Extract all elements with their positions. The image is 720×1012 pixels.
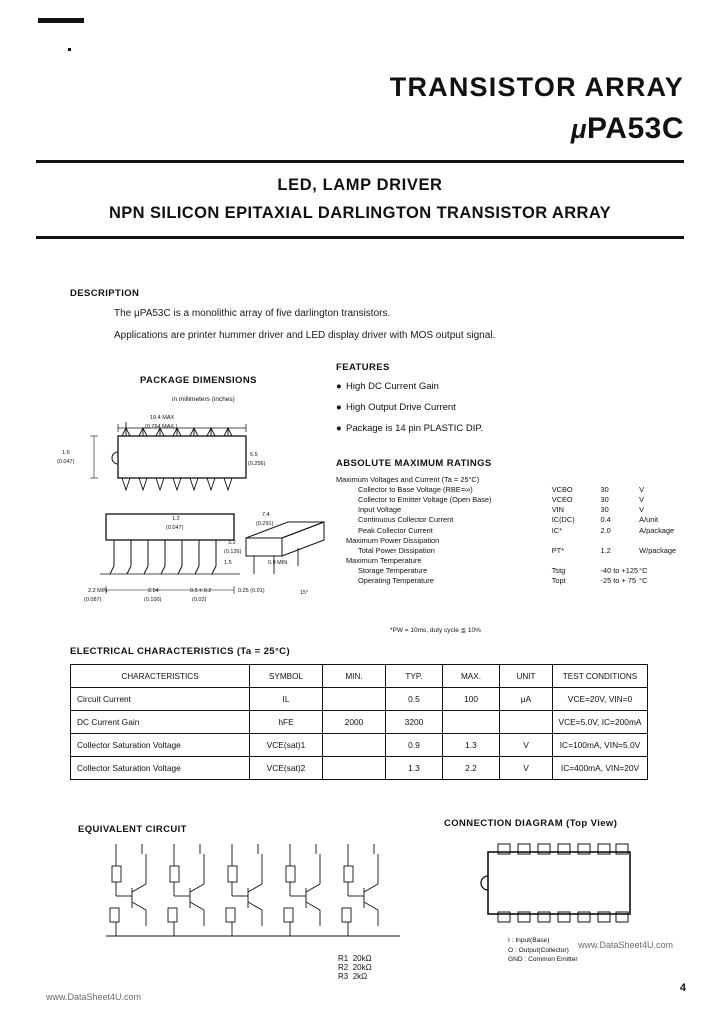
resistor-label: R3 bbox=[338, 972, 349, 981]
cell-min bbox=[323, 688, 386, 711]
package-dim-lead-g: 15° bbox=[300, 590, 309, 596]
cell-characteristic: Collector Saturation Voltage bbox=[71, 757, 250, 780]
package-dim-lead-b: 0.5 ± 0.2 bbox=[190, 588, 212, 594]
amr-row-name: Collector to Emitter Voltage (Open Base) bbox=[358, 494, 492, 504]
cell-typ: 0.5 bbox=[386, 688, 443, 711]
amr-row-unit: A/unit bbox=[639, 515, 659, 525]
column-header-characteristics: CHARACTERISTICS bbox=[71, 665, 250, 688]
package-dim-lead-c: 2.2 MIN. bbox=[88, 588, 109, 594]
table-row bbox=[71, 734, 648, 757]
amr-row bbox=[336, 515, 686, 525]
feature-label: High Output Drive Current bbox=[346, 402, 456, 413]
cell-symbol: IL bbox=[250, 688, 323, 711]
package-dim-top-width: 19.4 MAX bbox=[150, 415, 175, 421]
equivalent-circuit-heading: EQUIVALENT CIRCUIT bbox=[78, 824, 187, 835]
cell-symbol: VCE(sat)2 bbox=[250, 757, 323, 780]
column-header-min: MIN. bbox=[323, 665, 386, 688]
package-dim-mid-w-inch: (0.047) bbox=[166, 525, 184, 531]
cell-conditions: VCE=5.0V, IC=200mA bbox=[553, 711, 648, 734]
cell-conditions: IC=400mA, VIN=20V bbox=[553, 757, 648, 780]
part-number bbox=[571, 112, 684, 146]
crop-mark-dot bbox=[68, 48, 71, 51]
package-dim-mid-w: 1.2 bbox=[172, 516, 180, 522]
cell-symbol: hFE bbox=[250, 711, 323, 734]
cell-max: 1.3 bbox=[443, 734, 500, 757]
amr-row-symbol: VIN bbox=[551, 505, 565, 515]
electrical-characteristics-table bbox=[70, 664, 648, 780]
resistor-item bbox=[338, 954, 372, 963]
resistor-value: 2kΩ bbox=[352, 972, 368, 981]
amr-row-unit: V bbox=[639, 505, 645, 515]
package-dim-lead-a: 2.54 bbox=[148, 588, 159, 594]
package-dim-lead-e: 1.5 bbox=[224, 560, 232, 566]
bullet-icon: ● bbox=[336, 381, 342, 392]
amr-row-symbol: Topt bbox=[551, 576, 566, 586]
amr-row bbox=[336, 494, 686, 504]
package-dim-right-height: 6.5 bbox=[250, 452, 258, 458]
amr-row-value: 1.2 bbox=[600, 545, 611, 555]
amr-row-unit: V bbox=[639, 494, 645, 504]
amr-subheading: Maximum Voltages and Current (Ta = 25°C) bbox=[336, 474, 480, 484]
package-dim-body-h: 7.4 bbox=[262, 512, 270, 518]
feature-label: Package is 14 pin PLASTIC DIP. bbox=[346, 423, 484, 434]
cell-unit: V bbox=[500, 757, 553, 780]
resistor-value: 20kΩ bbox=[352, 954, 372, 963]
package-dim-body-h-inch: (0.291) bbox=[256, 521, 274, 527]
column-header-unit: UNIT bbox=[500, 665, 553, 688]
resistor-item bbox=[338, 972, 372, 981]
package-dim-lead-a-inch: (0.100) bbox=[144, 597, 162, 603]
amr-row-name: Collector to Base Voltage (RBE=∞) bbox=[358, 484, 473, 494]
amr-row-name: Maximum Power Dissipation bbox=[346, 535, 440, 545]
page-number: 4 bbox=[679, 982, 686, 994]
cell-min: 2000 bbox=[323, 711, 386, 734]
amr-row-symbol: VCEO bbox=[551, 494, 573, 504]
cell-characteristic: Collector Saturation Voltage bbox=[71, 734, 250, 757]
cell-symbol: VCE(sat)1 bbox=[250, 734, 323, 757]
package-dimensions-heading: PACKAGE DIMENSIONS bbox=[140, 375, 257, 386]
cell-unit bbox=[500, 711, 553, 734]
cell-unit: μA bbox=[500, 688, 553, 711]
cell-min bbox=[323, 757, 386, 780]
column-header-symbol: SYMBOL bbox=[250, 665, 323, 688]
package-dim-lead-c-inch: (0.087) bbox=[84, 597, 102, 603]
amr-row-symbol: PT* bbox=[551, 545, 565, 555]
connection-diagram-drawing bbox=[480, 838, 640, 938]
cell-min bbox=[323, 734, 386, 757]
amr-row-symbol bbox=[552, 556, 601, 566]
crop-mark-top-left bbox=[38, 18, 84, 23]
connection-legend-item: I : Input(Base) bbox=[508, 937, 550, 944]
amr-row-name: Peak Collector Current bbox=[358, 525, 433, 535]
amr-row-symbol: IC* bbox=[551, 525, 562, 535]
amr-footnote: *PW = 10ms, duty cycle ≦ 10% bbox=[390, 627, 481, 634]
package-dim-lead-d: 0.25 (0.01) bbox=[238, 588, 265, 594]
amr-row bbox=[336, 576, 686, 586]
cell-typ: 0.9 bbox=[386, 734, 443, 757]
connection-legend-item: O : Output(Collector) bbox=[508, 946, 569, 954]
amr-row-value: 2.0 bbox=[600, 525, 611, 535]
watermark-bottom: www.DataSheet4U.com bbox=[46, 992, 142, 1002]
header-rule-bottom bbox=[36, 236, 684, 239]
cell-characteristic: DC Current Gain bbox=[71, 711, 250, 734]
amr-row-value bbox=[601, 535, 640, 545]
features-heading: FEATURES bbox=[336, 362, 390, 373]
table-row bbox=[71, 688, 648, 711]
package-dim-seat-inch: (0.126) bbox=[224, 549, 242, 555]
amr-row-name: Maximum Temperature bbox=[346, 556, 422, 566]
package-dim-lead-f: 0.9 MIN. bbox=[268, 560, 289, 566]
feature-item-3 bbox=[336, 423, 483, 434]
electrical-characteristics-heading: ELECTRICAL CHARACTERISTICS (Ta = 25°C) bbox=[70, 646, 291, 657]
package-dim-left-lead-inch: (0.047) bbox=[57, 459, 75, 465]
cell-max: 100 bbox=[443, 688, 500, 711]
package-dim-top-width-inch: (0.764 MAX.) bbox=[145, 424, 178, 430]
cell-conditions: VCE=20V, VIN=0 bbox=[553, 688, 648, 711]
subtitle-secondary: NPN SILICON EPITAXIAL DARLINGTON TRANSISTOR ARRAY bbox=[108, 204, 612, 222]
amr-row-unit: °C bbox=[639, 566, 648, 576]
header-rule-top bbox=[36, 160, 684, 163]
amr-row-unit: A/package bbox=[639, 525, 675, 535]
connection-legend bbox=[508, 936, 578, 965]
package-perspective-drawing bbox=[228, 508, 338, 588]
table-row bbox=[71, 711, 648, 734]
column-header-max: MAX. bbox=[443, 665, 500, 688]
equivalent-circuit-drawing bbox=[100, 836, 430, 956]
cell-characteristic: Circuit Current bbox=[71, 688, 250, 711]
amr-row-symbol: IC(DC) bbox=[551, 515, 575, 525]
page-title: TRANSISTOR ARRAY bbox=[389, 72, 684, 102]
cell-conditions: IC=100mA, VIN=5.0V bbox=[553, 734, 648, 757]
amr-row-unit: V bbox=[639, 484, 645, 494]
amr-row-symbol bbox=[552, 535, 601, 545]
bullet-icon: ● bbox=[336, 402, 342, 413]
cell-max bbox=[443, 711, 500, 734]
feature-label: High DC Current Gain bbox=[346, 381, 439, 392]
amr-row-value: -25 to + 75 bbox=[600, 576, 637, 586]
resistor-value: 20kΩ bbox=[352, 963, 372, 972]
description-line-2: Applications are printer hummer driver and LED display driver with MOS output signal. bbox=[114, 330, 496, 341]
cell-typ: 3200 bbox=[386, 711, 443, 734]
amr-row-value: -40 to +125 bbox=[600, 566, 639, 576]
column-header-test-conditions: TEST CONDITIONS bbox=[553, 665, 648, 688]
cell-unit: V bbox=[500, 734, 553, 757]
amr-row bbox=[336, 535, 686, 545]
column-header-typ: TYP. bbox=[386, 665, 443, 688]
cell-max: 2.2 bbox=[443, 757, 500, 780]
absolute-maximum-ratings-heading: ABSOLUTE MAXIMUM RATINGS bbox=[336, 458, 492, 469]
amr-row-unit: °C bbox=[639, 576, 648, 586]
amr-row-unit bbox=[639, 556, 686, 566]
resistor-item bbox=[338, 963, 372, 972]
table-header-row bbox=[71, 665, 648, 688]
connection-diagram-heading: CONNECTION DIAGRAM (Top View) bbox=[444, 818, 618, 829]
package-dim-lead-b-inch: (0.02) bbox=[192, 597, 207, 603]
amr-row bbox=[336, 484, 686, 494]
mu-symbol: μ bbox=[570, 114, 588, 144]
connection-legend-item: GND : Common Emitter bbox=[508, 956, 578, 964]
feature-item-2 bbox=[336, 402, 456, 413]
amr-row-value: 30 bbox=[600, 494, 609, 504]
amr-row bbox=[336, 566, 686, 576]
amr-row-unit: W/package bbox=[639, 545, 677, 555]
amr-row-symbol: VCBO bbox=[551, 484, 573, 494]
amr-row-value: 30 bbox=[600, 505, 609, 515]
amr-row-unit bbox=[639, 535, 686, 545]
description-line-1: The μPA53C is a monolithic array of five darlington transistors. bbox=[114, 308, 391, 319]
amr-row-name: Storage Temperature bbox=[358, 566, 428, 576]
resistor-label: R2 bbox=[338, 963, 349, 972]
amr-subheading-row bbox=[336, 474, 686, 484]
amr-row-name: Operating Temperature bbox=[358, 576, 434, 586]
bullet-icon: ● bbox=[336, 423, 342, 434]
package-dim-left-lead: 1.5 bbox=[62, 450, 70, 456]
package-dim-seat: 3.2 bbox=[228, 540, 236, 546]
package-units-note: in millimeters (inches) bbox=[172, 396, 235, 403]
package-dim-right-height-inch: (0.256) bbox=[248, 461, 266, 467]
cell-typ: 1.3 bbox=[386, 757, 443, 780]
resistor-legend bbox=[338, 954, 372, 981]
amr-row-name: Input Voltage bbox=[358, 505, 402, 515]
absolute-maximum-ratings-table bbox=[336, 474, 686, 586]
description-heading: DESCRIPTION bbox=[70, 288, 140, 299]
amr-row-value: 30 bbox=[600, 484, 609, 494]
amr-row-name: Continuous Collector Current bbox=[358, 515, 454, 525]
amr-row bbox=[336, 505, 686, 515]
subtitle-primary: LED, LAMP DRIVER bbox=[277, 176, 443, 194]
amr-row bbox=[336, 545, 686, 555]
table-row bbox=[71, 757, 648, 780]
feature-item-1 bbox=[336, 381, 439, 392]
amr-row bbox=[336, 556, 686, 566]
amr-row bbox=[336, 525, 686, 535]
amr-row-value: 0.4 bbox=[600, 515, 611, 525]
resistor-label: R1 bbox=[338, 954, 349, 963]
amr-row-name: Total Power Dissipation bbox=[358, 545, 435, 555]
watermark-top: www.DataSheet4U.com bbox=[578, 940, 674, 950]
part-number-text: PA53C bbox=[587, 112, 684, 145]
amr-row-value bbox=[601, 556, 640, 566]
amr-row-symbol: Tstg bbox=[551, 566, 566, 576]
